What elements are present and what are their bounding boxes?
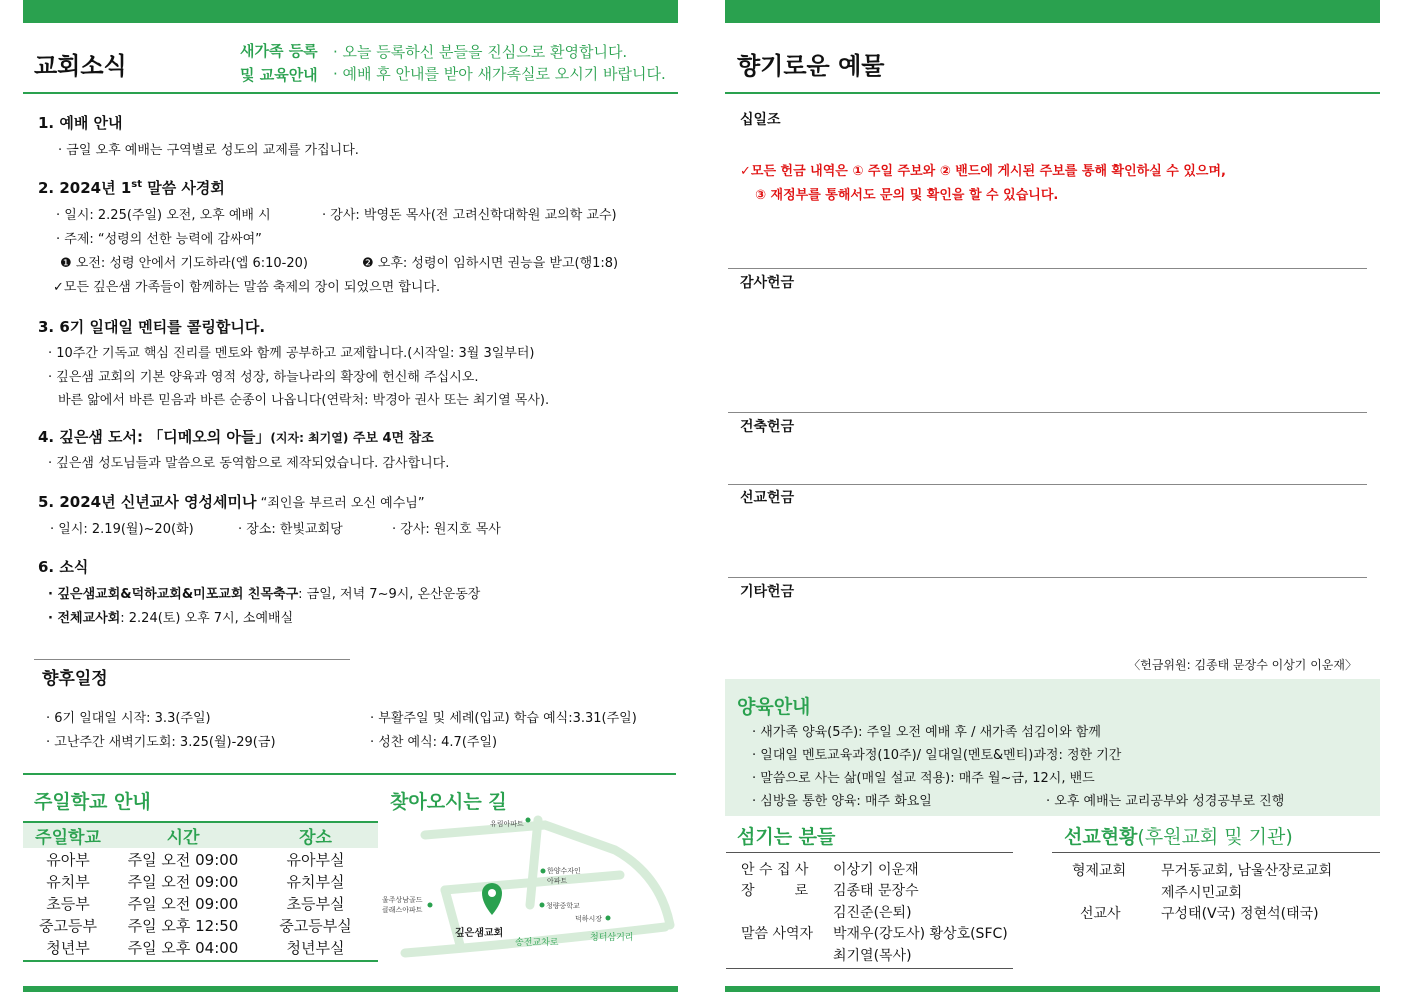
news-6-title: 6. 소식 xyxy=(38,558,89,576)
servants-row-5-value: 최기열(목사) xyxy=(833,948,912,964)
building-offering-label: 건축헌금 xyxy=(740,419,795,435)
header-divider-right xyxy=(725,92,1380,94)
news-6-line-1: · 깊은샘교회&덕하교회&미포교회 친목축구: 금일, 저녁 7~9시, 온산운동장 xyxy=(48,587,481,602)
header-divider-left xyxy=(23,92,678,94)
upcoming-item-3: · 부활주일 및 세례(입교) 학습 예식:3.31(주일) xyxy=(370,711,637,726)
missions-title: 선교현황(후원교회 및 기관) xyxy=(1064,826,1293,848)
map-label-apt1: 유림아파트 xyxy=(490,820,524,828)
nurture-line-2: · 일대일 멘토교육과정(10주)/ 일대일(멘토&멘티)과정: 정한 기간 xyxy=(752,748,1122,763)
news-2-line-1a: · 일시: 2.25(주일) 오전, 오후 예배 시 xyxy=(56,208,271,223)
offering-notice-2: ③ 재정부를 통해서도 문의 및 확인을 할 수 있습니다. xyxy=(755,188,1059,203)
missions-row-2-value: 구성태(V국) 정현석(태국) xyxy=(1161,906,1319,922)
map-label-gold-a: 울주상남골드 xyxy=(382,896,423,904)
sunday-school-bottom-line xyxy=(23,960,378,962)
divider-thanks xyxy=(728,268,1367,269)
news-2-line-2: · 주제: “성령의 선한 능력에 감싸여” xyxy=(56,232,262,247)
missions-row-1-value-a: 무거동교회, 남울산장로교회 xyxy=(1161,863,1333,879)
road-vertical xyxy=(530,820,538,905)
map-label-market: 덕하시장 xyxy=(575,915,603,923)
nurture-line-4b: · 오후 예배는 교리공부와 성경공부로 진행 xyxy=(1046,794,1285,809)
servants-row-2-label: 장 로 xyxy=(741,883,809,899)
servants-title: 섬기는 분들 xyxy=(737,826,836,848)
table-row: 유치부 주일 오전 09:00 유치부실 xyxy=(46,872,345,891)
top-bar-left xyxy=(23,0,678,23)
servants-row-4-label: 말씀 사역자 xyxy=(741,926,814,942)
news-1-line: · 금일 오후 예배는 구역별로 성도의 교제를 가집니다. xyxy=(58,143,359,158)
map-label-church: 깊은샘교회 xyxy=(455,928,504,939)
servants-row-4-value: 박재우(강도사) 황상호(SFC) xyxy=(833,926,1008,942)
newcomer-line-2: · 예배 후 안내를 받아 새가족실로 오시기 바랍니다. xyxy=(333,65,666,83)
upcoming-item-2: · 고난주간 새벽기도회: 3.25(월)-29(금) xyxy=(46,735,276,750)
news-5-line-a: · 일시: 2.19(월)~20(화) xyxy=(50,522,194,537)
news-5-line-b: · 장소: 한빛교회당 xyxy=(238,522,343,537)
news-2-title: 2. 2024년 1st 말씀 사경회 xyxy=(38,179,225,197)
map-dot-apt2 xyxy=(541,869,546,874)
sunday-school-title: 주일학교 안내 xyxy=(34,791,151,813)
servants-row-1-label: 안 수 집 사 xyxy=(741,862,809,878)
upcoming-item-1: · 6기 일대일 시작: 3.3(주일) xyxy=(46,711,211,726)
news-5-title: 5. 2024년 신년교사 영성세미나 “죄인을 부르러 오신 예수님” xyxy=(38,493,425,511)
mission-offering-label: 선교헌금 xyxy=(740,490,795,506)
offering-notice-1: ✓모든 헌금 내역은 ① 주일 주보와 ② 밴드에 게시된 주보를 통해 확인하실 수 있으며, xyxy=(740,164,1226,179)
map-dot-school xyxy=(540,903,545,908)
table-row: 초등부 주일 오전 09:00 초등부실 xyxy=(46,894,345,913)
lower-divider-left xyxy=(23,773,676,775)
servants-row-2-value: 김종태 문장수 xyxy=(833,883,919,899)
divider-other xyxy=(728,577,1367,578)
news-3-line-3: 바른 앎에서 바른 믿음과 바른 순종이 나옵니다(연락처: 박경아 권사 또는 최기열 목사). xyxy=(58,393,550,408)
bottom-bar-left xyxy=(23,986,678,992)
servants-row-3-value: 김진준(은퇴) xyxy=(833,905,912,921)
servants-row-1-value: 이상기 이운재 xyxy=(833,862,919,878)
upcoming-item-4: · 성찬 예식: 4.7(주일) xyxy=(370,735,498,750)
divider-mission xyxy=(728,484,1367,485)
missions-top-line xyxy=(1052,852,1380,853)
news-6-line-2: · 전체교사회: 2.24(토) 오후 7시, 소예배실 xyxy=(48,611,294,626)
directions-title: 찾아오시는 길 xyxy=(390,791,507,813)
nurture-line-3: · 말씀으로 사는 삶(매일 설교 적용): 매주 월~금, 12시, 밴드 xyxy=(752,771,1095,786)
missions-row-2-label: 선교사 xyxy=(1080,906,1121,922)
news-2-line-3a: ❶ 오전: 성령 안에서 기도하라(엡 6:10-20) xyxy=(60,256,308,271)
newcomer-label-2: 및 교육안내 xyxy=(240,66,318,84)
newcomer-label-1: 새가족 등록 xyxy=(240,42,318,60)
tithe-label: 십일조 xyxy=(740,112,781,128)
table-row: 중고등부 주일 오후 12:50 중고등부실 xyxy=(39,916,352,935)
church-news-title: 교회소식 xyxy=(34,52,127,80)
map-label-gold-b: 클래스아파트 xyxy=(382,906,423,914)
newcomer-line-1: · 오늘 등록하신 분들을 진심으로 환영합니다. xyxy=(333,43,628,61)
road-curve xyxy=(425,825,670,925)
col-time: 시간 xyxy=(166,828,200,848)
directions-map[interactable] xyxy=(380,805,680,970)
sunday-school-table xyxy=(23,823,378,958)
map-dot-market xyxy=(606,916,611,921)
news-2-line-1b: · 강사: 박영돈 목사(전 고려신학대학원 교의학 교수) xyxy=(322,208,617,223)
news-3-title: 3. 6기 일대일 멘티를 콜링합니다. xyxy=(38,318,266,336)
map-dot-apt1 xyxy=(526,818,531,823)
church-pin-icon xyxy=(482,883,502,915)
nurture-title: 양육안내 xyxy=(737,696,811,718)
news-2-line-4: ✓모든 깊은샘 가족들이 함께하는 말씀 축제의 장이 되었으면 합니다. xyxy=(53,280,441,295)
offering-committee: 〈헌금위원: 김종태 문장수 이상기 이운재〉 xyxy=(1128,658,1357,672)
news-4-line: · 깊은샘 성도님들과 말씀으로 동역함으로 제작되었습니다. 감사합니다. xyxy=(48,456,450,471)
news-3-line-1: · 10주간 기독교 핵심 진리를 멘토와 함께 공부하고 교제합니다.(시작일: 3월 3일부터) xyxy=(48,346,535,361)
map-dot-gold xyxy=(428,903,433,908)
missions-row-1-value-b: 제주시민교회 xyxy=(1161,885,1243,901)
offering-title: 향기로운 예물 xyxy=(737,52,885,80)
nurture-line-1: · 새가족 양육(5주): 주일 오전 예배 후 / 새가족 섬김이와 함께 xyxy=(752,725,1101,740)
map-label-school: 청량중학교 xyxy=(546,902,580,910)
map-label-apt2a: 한양수자인 xyxy=(547,867,581,875)
col-place: 장소 xyxy=(299,828,332,848)
news-3-line-2: · 깊은샘 교회의 기본 양육과 영적 성장, 하늘나라의 확장에 헌신해 주십시오. xyxy=(48,370,479,385)
nurture-line-4a: · 심방을 통한 양육: 매주 화요일 xyxy=(752,794,932,809)
news-4-title: 4. 깊은샘 도서: 「디메오의 아들」(지자: 최기열) 주보 4면 참조 xyxy=(38,428,434,446)
other-offering-label: 기타헌금 xyxy=(740,584,795,600)
map-label-road2: 청터삼거리 xyxy=(590,933,634,943)
map-label-apt2b: 아파트 xyxy=(547,877,568,885)
servants-top-line xyxy=(726,852,1013,853)
map-label-road1: 송전교차로 xyxy=(515,938,559,948)
news-2-line-3b: ❷ 오후: 성령이 임하시면 권능을 받고(행1:8) xyxy=(362,256,619,271)
news-5-line-c: · 강사: 원지호 목사 xyxy=(392,522,501,537)
table-header-row xyxy=(23,823,378,848)
news-1-title: 1. 예배 안내 xyxy=(38,114,123,132)
table-row: 청년부 주일 오후 04:00 청년부실 xyxy=(46,938,345,957)
divider-building xyxy=(728,412,1367,413)
upcoming-title: 향후일정 xyxy=(42,669,108,689)
upcoming-divider xyxy=(34,659,350,660)
servants-bottom-line xyxy=(726,968,1013,969)
bottom-bar-right xyxy=(725,986,1380,992)
missions-row-1-label: 형제교회 xyxy=(1072,863,1127,879)
col-school: 주일학교 xyxy=(35,828,101,848)
table-row: 유아부 주일 오전 09:00 유아부실 xyxy=(46,850,345,869)
thanks-offering-label: 감사헌금 xyxy=(740,275,795,291)
top-bar-right xyxy=(725,0,1380,23)
